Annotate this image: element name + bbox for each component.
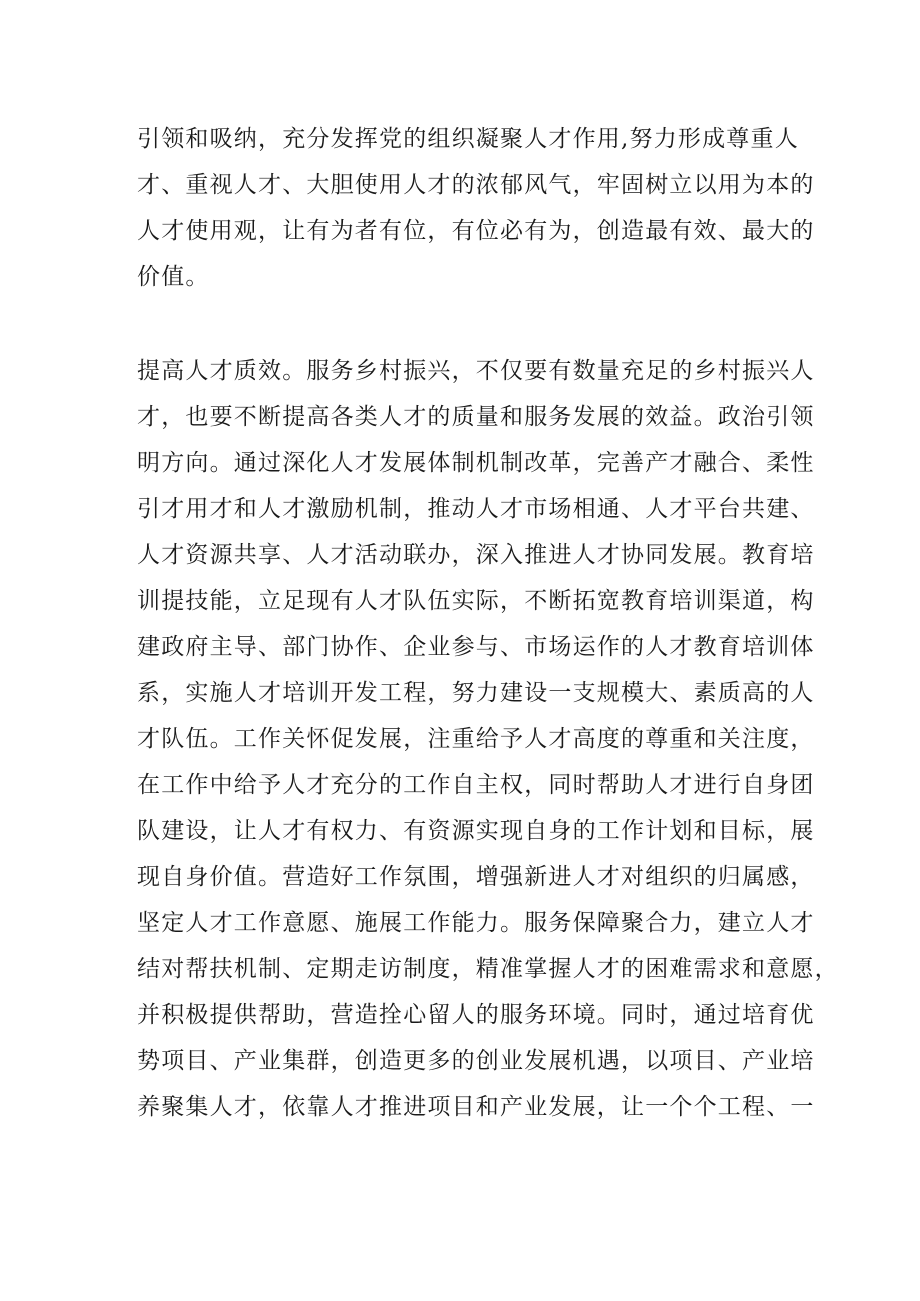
text-line: 价值。: [137, 264, 210, 290]
text-line: 引才用才和人才激励机制，推动人才市场相通、人才平台共建、: [137, 496, 815, 522]
text-line: 人才资源共享、人才活动联办，深入推进人才协同发展。教育培: [137, 542, 815, 568]
text-line: 结对帮扶机制、定期走访制度，精准掌握人才的困难需求和意愿，: [137, 956, 839, 982]
text-line: 势项目、产业集群，创造更多的创业发展机遇，以项目、产业培: [137, 1048, 815, 1074]
text-line: 队建设，让人才有权力、有资源实现自身的工作计划和目标，展: [137, 818, 815, 844]
text-line: 在工作中给予人才充分的工作自主权，同时帮助人才进行自身团: [137, 772, 815, 798]
text-line: 才，也要不断提高各类人才的质量和服务发展的效益。政治引领: [137, 404, 815, 430]
text-line: 训提技能，立足现有人才队伍实际，不断拓宽教育培训渠道，构: [137, 588, 815, 614]
text-line: 引领和吸纳，充分发挥党的组织凝聚人才作用,努力形成尊重人: [137, 126, 799, 152]
text-line: 明方向。通过深化人才发展体制机制改革，完善产才融合、柔性: [137, 450, 815, 476]
text-line: 并积极提供帮助，营造拴心留人的服务环境。同时，通过培育优: [137, 1002, 815, 1028]
text-line: 人才使用观，让有为者有位，有位必有为，创造最有效、最大的: [137, 218, 815, 244]
text-line: 现自身价值。营造好工作氛围，增强新进人才对组织的归属感，: [137, 864, 815, 890]
text-line: 才队伍。工作关怀促发展，注重给予人才高度的尊重和关注度，: [137, 726, 815, 752]
paragraph-talent-quality: [137, 348, 839, 1130]
text-line: 才、重视人才、大胆使用人才的浓郁风气，牢固树立以用为本的: [137, 172, 815, 198]
text-line: 养聚集人才，依靠人才推进项目和产业发展，让一个个工程、一: [137, 1094, 815, 1120]
text-line: 坚定人才工作意愿、施展工作能力。服务保障聚合力，建立人才: [137, 910, 815, 936]
text-line: 提高人才质效。服务乡村振兴，不仅要有数量充足的乡村振兴人: [137, 358, 815, 384]
text-line: 系，实施人才培训开发工程，努力建设一支规模大、素质高的人: [137, 680, 815, 706]
paragraph-talent-usage: [137, 116, 815, 300]
text-line: 建政府主导、部门协作、企业参与、市场运作的人才教育培训体: [137, 634, 815, 660]
